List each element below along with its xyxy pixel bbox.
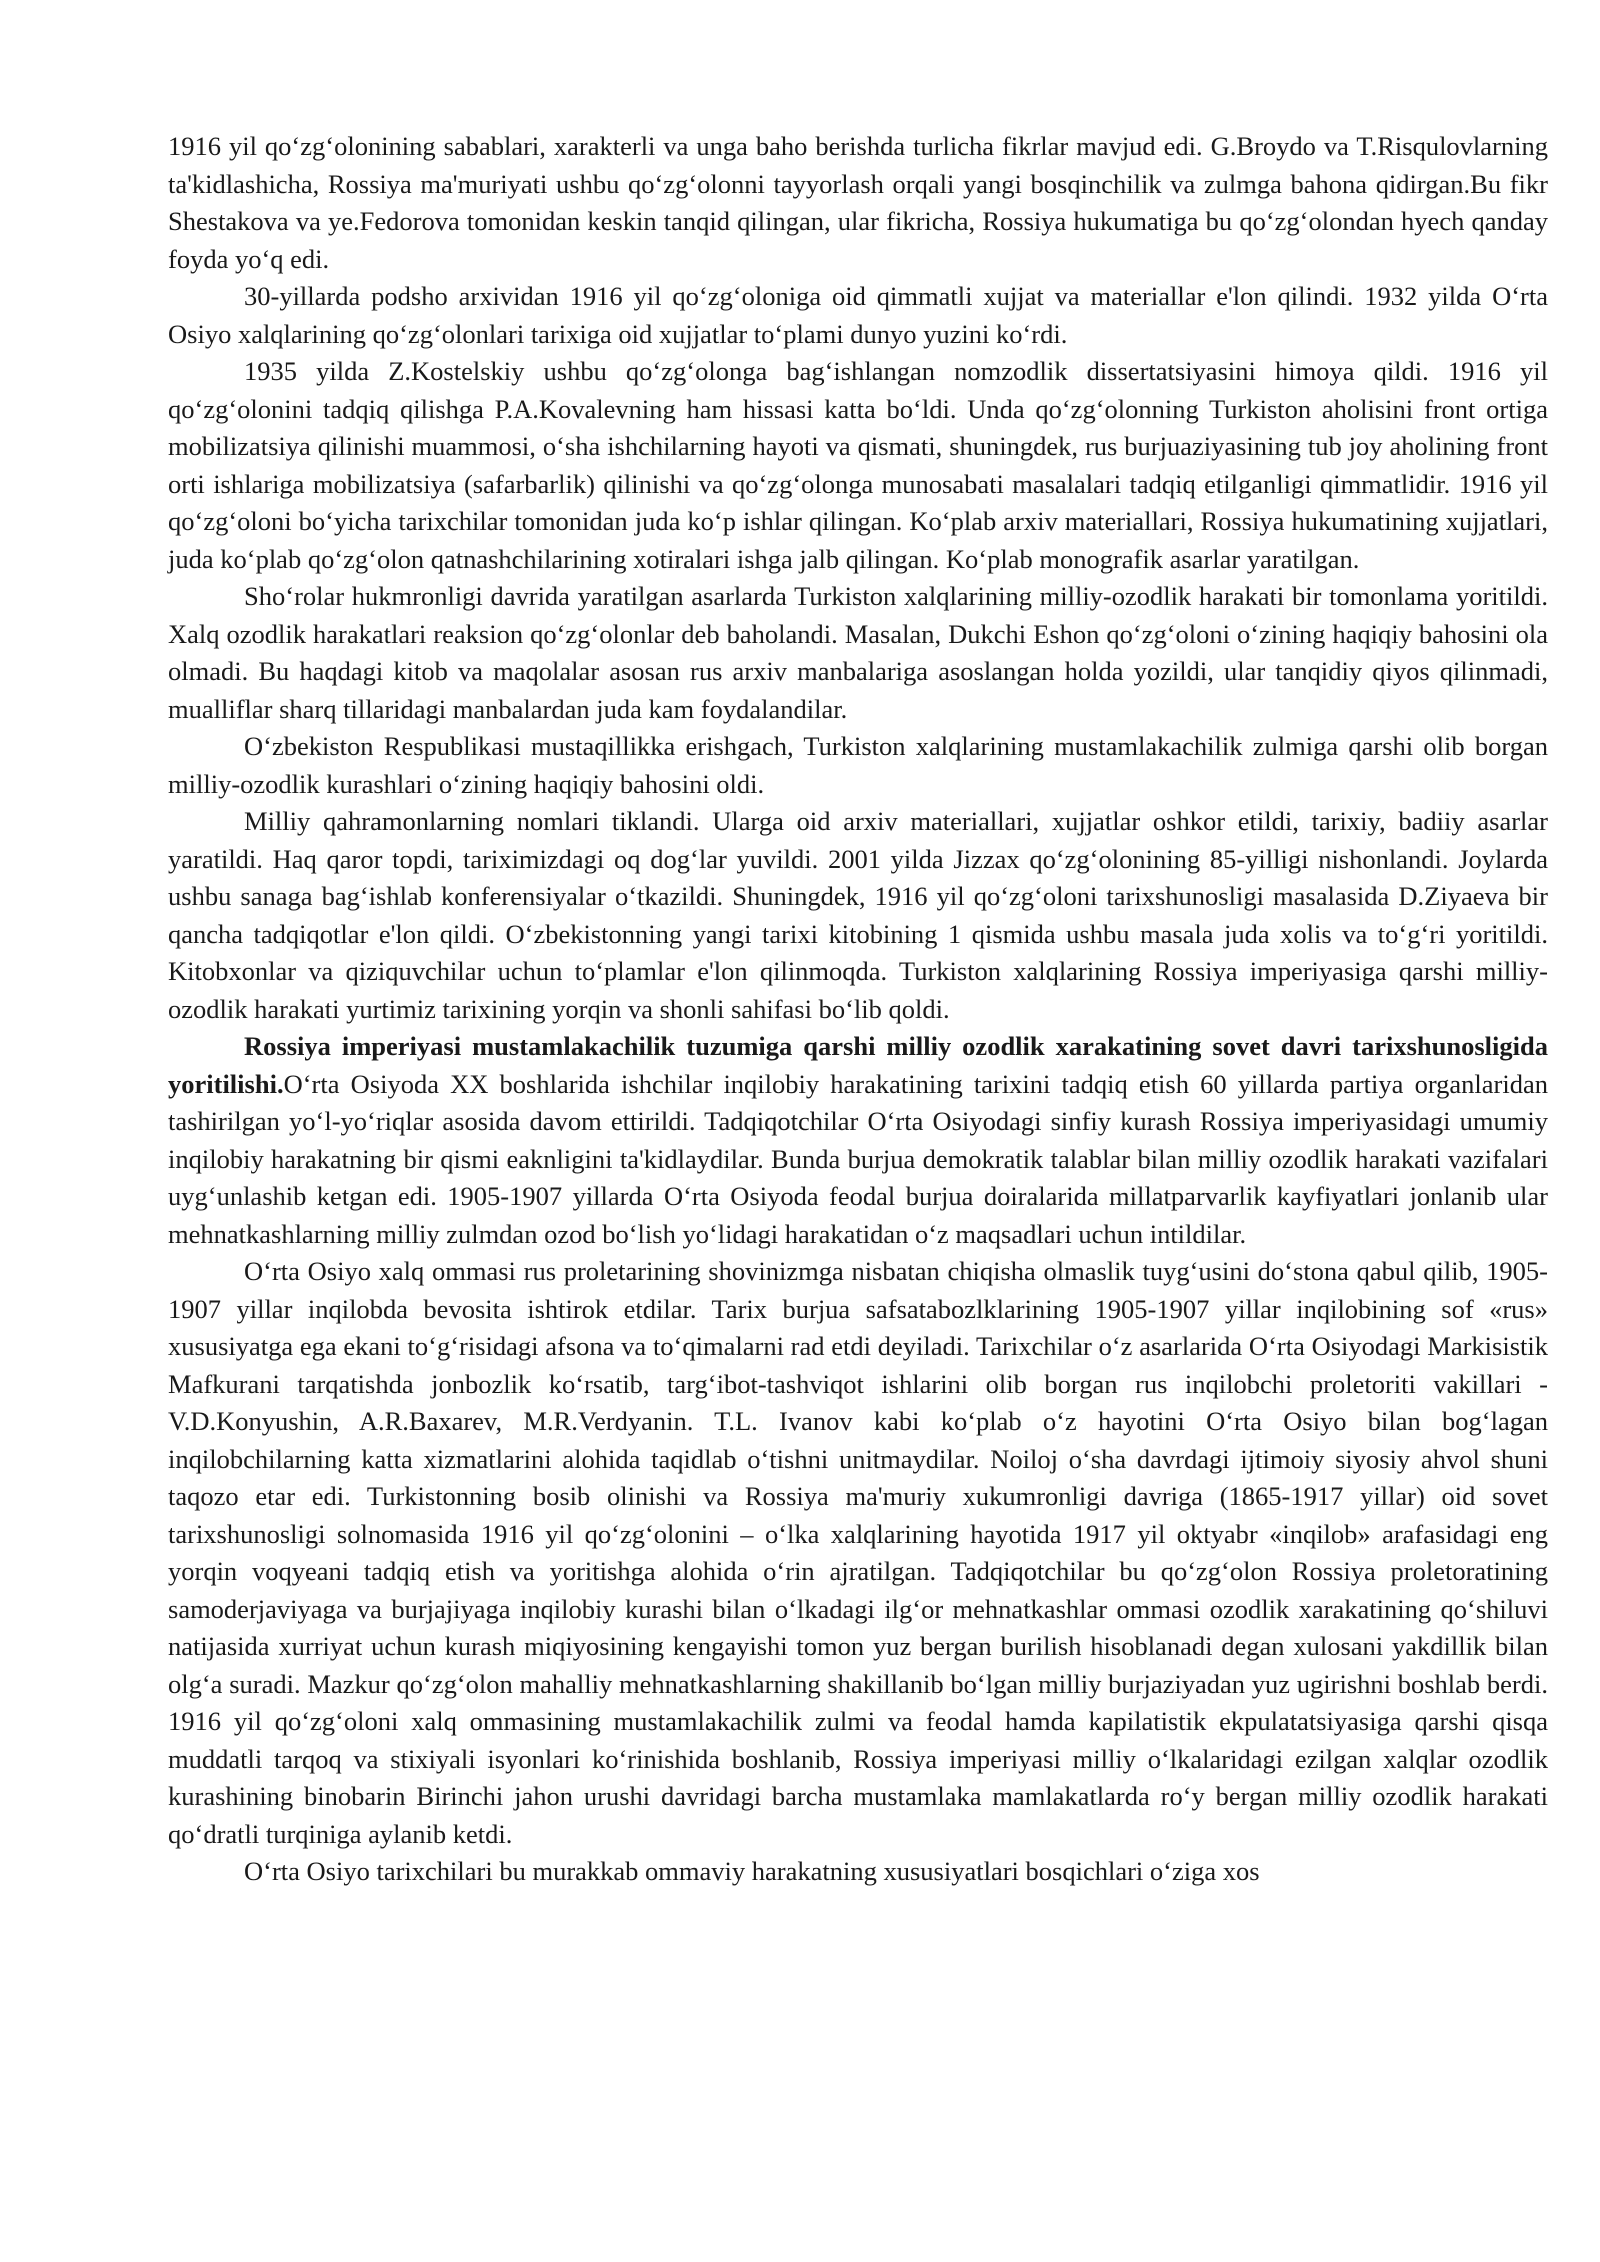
section-heading: Rossiya imperiyasi mustamlakachilik tuzumiga qarshi milliy ozodlik xarakatining sovet davri tarixshunosligida yoritilishi. bbox=[168, 1031, 1548, 1099]
document-page bbox=[168, 128, 1548, 1891]
paragraph-1: 1916 yil qo‘zg‘olonining sabablari, xarakterli va unga baho berishda turlicha fikrlar mavjud edi. G.Broydo va T.Risqulovlarning ta'kidlashicha, Rossiya ma'muriyati ushbu qo‘zg‘olonni tayyorlash orqali yangi bosqinchilik va zulmga bahona qidirgan.Bu fikr Shestakova va ye.Fedorova tomonidan keskin tanqid qilingan, ular fikricha, Rossiya hukumatiga bu qo‘zg‘olondan hyech qanday foyda yo‘q edi. bbox=[168, 131, 1548, 274]
paragraph-3: 1935 yilda Z.Kostelskiy ushbu qo‘zg‘olonga bag‘ishlangan nomzodlik dissertatsiyasini himoya qildi. 1916 yil qo‘zg‘olonini tadqiq qilishga P.A.Kovalevning ham hissasi katta bo‘ldi. Unda qo‘zg‘olonning Turkiston aholisini front ortiga mobilizatsiya qilinishi muammosi, o‘sha ishchilarning hayoti va qismati, shuningdek, rus burjuaziyasining tub joy aholining front orti ishlariga mobilizatsiya (safarbarlik) qilinishi va qo‘zg‘olonga munosabati masalalari tadqiq etilganligi qimmatlidir. 1916 yil qo‘zg‘oloni bo‘yicha tarixchilar tomonidan juda ko‘p ishlar qilingan. Ko‘plab arxiv materiallari, Rossiya hukumatining xujjatlari, juda ko‘plab qo‘zg‘olon qatnashchilarining xotiralari ishga jalb qilingan. Ko‘plab monografik asarlar yaratilgan. bbox=[168, 356, 1548, 574]
paragraph-7-text: O‘rta Osiyoda XX boshlarida ishchilar inqilobiy harakatining tarixini tadqiq etish 60 yillarda partiya organlaridan tashirilgan yo‘l-yo‘riqlar asosida davom ettirildi. Tadqiqotchilar O‘rta Osiyodagi sinfiy kurash Rossiya imperiyasidagi umumiy inqilobiy harakatning bir qismi eaknligini ta'kidlaydilar. Bunda burjua demokratik talablar bilan milliy ozodlik harakati vazifalari uyg‘unlashib ketgan edi. 1905-1907 yillarda O‘rta Osiyoda feodal burjua doiralarida millatparvarlik kayfiyatlari jonlanib ular mehnatkashlarning milliy zulmdan ozod bo‘lish yo‘lidagi harakatidan o‘z maqsadlari uchun intildilar. bbox=[168, 1068, 1548, 1249]
paragraph-7 bbox=[168, 1028, 1548, 1253]
paragraph-9: O‘rta Osiyo tarixchilari bu murakkab ommaviy harakatning xususiyatlari bosqichlari o‘ziga xos bbox=[244, 1856, 1260, 1886]
paragraph-4: Sho‘rolar hukmronligi davrida yaratilgan asarlarda Turkiston xalqlarining milliy-ozodlik harakati bir tomonlama yoritildi. Xalq ozodlik harakatlari reaksion qo‘zg‘olonlar deb baholandi. Masalan, Dukchi Eshon qo‘zg‘oloni o‘zining haqiqiy bahosini ola olmadi. Bu haqdagi kitob va maqolalar asosan rus arxiv manbalariga asoslangan holda yozildi, ular tanqidiy qiyos qilinmadi, mualliflar sharq tillaridagi manbalardan juda kam foydalandilar. bbox=[168, 581, 1548, 724]
paragraph-8: O‘rta Osiyo xalq ommasi rus proletarining shovinizmga nisbatan chiqisha olmaslik tuyg‘usini do‘stona qabul qilib, 1905-1907 yillar inqilobda bevosita ishtirok etdilar. Tarix burjua safsatabozlklarining 1905-1907 yillar inqilobining sof «rus» xususiyatga ega ekani to‘g‘risidagi afsona va to‘qimalarni rad etdi deyiladi. Tarixchilar o‘z asarlarida O‘rta Osiyodagi Markisistik Mafkurani tarqatishda jonbozlik ko‘rsatib, targ‘ibot-tashviqot ishlarini olib borgan rus inqilobchi proletoriti vakillari - V.D.Konyushin, A.R.Baxarev, M.R.Verdyanin. T.L. Ivanov kabi ko‘plab o‘z hayotini O‘rta Osiyo bilan bog‘lagan inqilobchilarning katta xizmatlarini alohida taqidlab o‘tishni unitmaydilar. Noiloj o‘sha davrdagi ijtimoiy siyosiy ahvol shuni taqozo etar edi. Turkistonning bosib olinishi va Rossiya ma'muriy xukumronligi davriga (1865-1917 yillar) oid sovet tarixshunosligi solnomasida 1916 yil qo‘zg‘olonini – o‘lka xalqlarining hayotida 1917 yil oktyabr «inqilob» arafasidagi eng yorqin voqyeani tadqiq etish va yoritishga alohida o‘rin ajratilgan. Tadqiqotchilar bu qo‘zg‘olon Rossiya proletoratining samoderjaviyaga va burjajiyaga inqilobiy kurashi bilan o‘lkadagi ilg‘or mehnatkashlar ommasi ozodlik xarakatining qo‘shiluvi natijasida xurriyat uchun kurash miqiyosining kengayishi tomon yuz bergan burilish hisoblanadi degan xulosani yakdillik bilan olg‘a suradi. Mazkur qo‘zg‘olon mahalliy mehnatkashlarning shakillanib bo‘lgan milliy burjaziyadan yuz ugirishni boshlab berdi. 1916 yil qo‘zg‘oloni xalq ommasining mustamlakachilik zulmi va feodal hamda kapilatistik ekpulatatsiyasiga qarshi qisqa muddatli tarqoq va stixiyali isyonlari ko‘rinishida boshlanib, Rossiya imperiyasi milliy o‘lkalaridagi ezilgan xalqlar ozodlik kurashining binobarin Birinchi jahon urushi davridagi barcha mustamlaka mamlakatlarda ro‘y bergan milliy ozodlik harakati qo‘dratli turqiniga aylanib ketdi. bbox=[168, 1256, 1548, 1849]
paragraph-2: 30-yillarda podsho arxividan 1916 yil qo‘zg‘oloniga oid qimmatli xujjat va materiallar e'lon qilindi. 1932 yilda O‘rta Osiyo xalqlarining qo‘zg‘olonlari tarixiga oid xujjatlar to‘plami dunyo yuzini ko‘rdi. bbox=[168, 281, 1548, 349]
paragraph-6: Milliy qahramonlarning nomlari tiklandi. Ularga oid arxiv materiallari, xujjatlar oshkor etildi, tarixiy, badiiy asarlar yaratildi. Haq qaror topdi, tariximizdagi oq dog‘lar yuvildi. 2001 yilda Jizzax qo‘zg‘olonining 85-yilligi nishonlandi. Joylarda ushbu sanaga bag‘ishlab konferensiyalar o‘tkazildi. Shuningdek, 1916 yil qo‘zg‘oloni tarixshunosligi masalasida D.Ziyaeva bir qancha tadqiqotlar e'lon qildi. O‘zbekistonning yangi tarixi kitobining 1 qismida ushbu masala juda xolis va to‘g‘ri yoritildi. Kitobxonlar va qiziquvchilar uchun to‘plamlar e'lon qilinmoqda. Turkiston xalqlarining Rossiya imperiyasiga qarshi milliy-ozodlik harakati yurtimiz tarixining yorqin va shonli sahifasi bo‘lib qoldi. bbox=[168, 806, 1548, 1024]
paragraph-5: O‘zbekiston Respublikasi mustaqillikka erishgach, Turkiston xalqlarining mustamlakachilik zulmiga qarshi olib borgan milliy-ozodlik kurashlari o‘zining haqiqiy bahosini oldi. bbox=[168, 731, 1548, 799]
